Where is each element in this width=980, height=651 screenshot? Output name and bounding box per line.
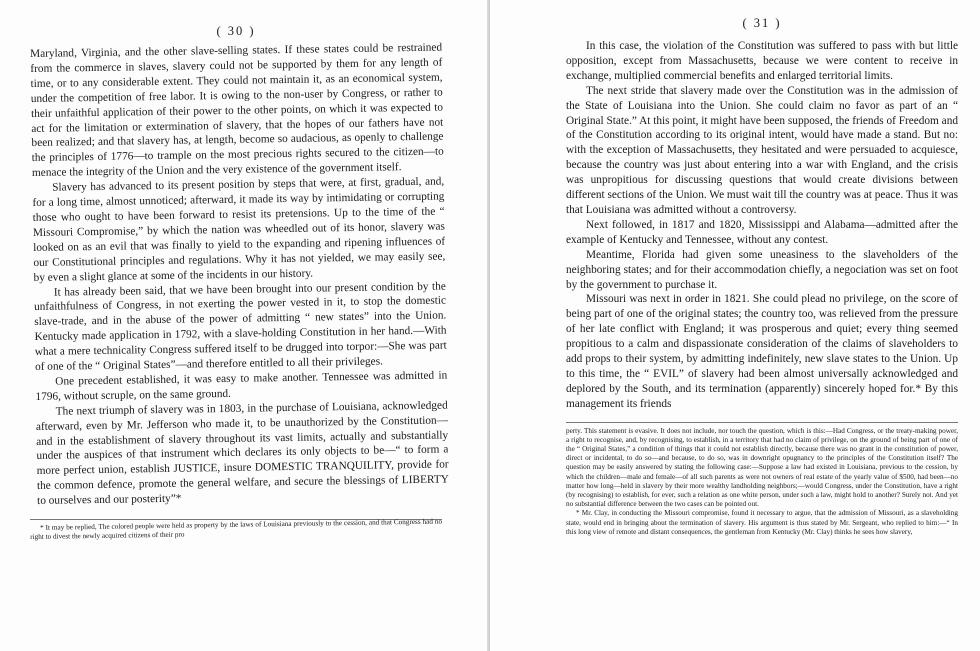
left-footnotes <box>30 518 442 543</box>
right-paragraph-5: Missouri was next in order in 1821. She could plead no privilege, on the score of being part of one of the original states; the country too, was relieved from the pressure of her late conflict with England; it was prosperous and quiet; every thing seemed propitious to a calm and dispassionate consideration of the claims of slaveholders to add props to their system, by admitting indefinitely, new slave states to the Union. Up to this time, the “ EVIL” of slavery had been almost universally acknowledged and deplored by the South, and its termination (apparently) sincerely hoped for.* By this management its friends <box>566 293 958 410</box>
left-paragraph-2: Slavery has advanced to its present position by steps that were, at first, gradual, and, for a long time, almost unnoticed; afterward, it made its way by intimidating or corrupting those who ought to have been forward to resist its pretensions. Up to the time of the “ Missouri Compromise,” by which the nation was wheedled out of its honor, slavery was looked on as an evil that was finally to yield to the expanding and ripening influences of our Constitutional principles and regulations. Why it has not yielded, we may easily see, by even a slight glance at some of the incidents in our history. <box>32 175 446 284</box>
left-body-text <box>30 41 449 510</box>
right-footnotes <box>566 427 958 537</box>
right-footnote-divider <box>566 422 958 423</box>
left-paragraph-4: One precedent established, it was easy to make another. Tennessee was admitted in 1796, without scruple, on the same ground. <box>35 369 448 403</box>
left-page-number: ( 30 ) <box>216 24 256 38</box>
left-paragraph-1: Maryland, Virginia, and the other slave-selling states. If these states could be restrained from the commerce in slaves, slavery could not be supported by them for any length of time, or to any considerable extent. They could not maintain it, as an economical system, under the competition of free labor. It is owing to the non-user by Congress, or rather to their unfaithful application of their power to the other points, on which it was expected to act for the limitation or extermination of slavery, that the hopes of our fathers have not been realized; and that slavery has, at length, become so audacious, as openly to challenge the principles of 1776—to trample on the most precious rights secured to the citizen—to menace the integrity of the Union and the very existence of the government itself. <box>30 41 444 180</box>
right-page <box>490 0 980 651</box>
right-footnote-continued: perty. This statement is evasive. It does not include, nor touch the question, which is this:—Had Congress, or the treaty-making power, a right to recognise, and, by recognising, to establish, in a territory that had no claim of privilege, on the ground of being part of one of the “ Original States,” a condition of things that it could not establish directly, because there was no grant in the constitution of power, direct or incidental, to do so—and because, to do so, was in downright opugnancy to the principles of the Constitution itself? The question may be easily answered by stating the following case:—Suppose a law had existed in Louisiana, previous to the cession, by which the children—male and female—of all such parents as were not owners of real estate of the yearly value of $500, had been—no matter how long—held in slavery by their more wealthy landholding neighbors;—would Congress, under the Constitution, have a right (by recognising) to establish, for ever, such a relation as one white person, under such a law, might hold to another? Surely not. And yet no substantial difference between the two cases can be pointed out. <box>566 426 958 509</box>
left-paragraph-5: The next triumph of slavery was in 1803, in the purchase of Louisiana, acknowledged afterward, even by Mr. Jefferson who made it, to be unauthorized by the Constitution—and in the establishment of slavery throughout its vast limits, actually and substantially under the auspices of that instrument which declares its only objects to be—“ to form a more perfect union, establish JUSTICE, insure DOMESTIC TRANQUILITY, provide for the common defence, promote the general welfare, and secure the blessings of LIBERTY to ourselves and our posterity”* <box>35 399 449 508</box>
right-paragraph-1: In this case, the violation of the Constitution was suffered to pass with but little opposition, except from Massachusetts, because we were content to receive in exchange, multiplied commercial benefits and enlarged territorial limits. <box>566 40 958 82</box>
right-paragraph-2: The next stride that slavery made over the Constitution was in the admission of the State of Louisiana into the Union. She could claim no favor as part of an “ Original State.” At this point, it might have been supposed, the friends of Freedom and of the Constitution according to its original intent, would have made a stand. But no: with the exception of Massachusetts, they hesitated and were persuaded to acquiesce, because the country was just about entering into a war with England, and the crisis was unpropitious for discussing questions that would create divisions between different sections of the Union. We must wait till the country was at peace. Thus it was that Louisiana was admitted without a controversy. <box>566 84 958 216</box>
right-page-number: ( 31 ) <box>742 16 782 30</box>
right-body-text <box>566 39 958 412</box>
left-paragraph-3: It has already been said, that we have been brought into our present condition by the unfaithfulness of Congress, in not exerting the power vested in it, to stop the domestic slave-trade, and in the abuse of the power of admitting “ new states” into the Union. Kentucky made application in 1792, with a slave-holding Constitution in her hand.—With what a mere technicality Congress suffered itself to be drugged into torpor:—She was part of one of the “ Original States”—and therefore entitled to all their privileges. <box>33 279 447 373</box>
right-paragraph-4: Meantime, Florida had given some uneasiness to the slaveholders of the neighboring states; and for their accommodation chiefly, a negociation was set on foot by the government to purchase it. <box>566 248 958 291</box>
right-footnote-clay: * Mr. Clay, in conducting the Missouri compromise, found it necessary to argue, that the admission of Missouri, as a slaveholding state, would end in bringing about the termination of slavery. His argument is thus stated by Mr. Sergeant, who replied to him:—“ In this long view of remote and distant consequences, the gentleman from Kentucky (Mr. Clay) thinks he sees how slavery, <box>566 509 958 536</box>
right-paragraph-3: Next followed, in 1817 and 1820, Mississippi and Alabama—admitted after the example of Kentucky and Tennessee, without any contest. <box>566 218 958 246</box>
left-footnote: * It may be replied, The colored people were held as property by the laws of Louisiana previously to the cession, and that Congress had no right to divest the newly acquired citizens of their pro <box>30 517 443 542</box>
